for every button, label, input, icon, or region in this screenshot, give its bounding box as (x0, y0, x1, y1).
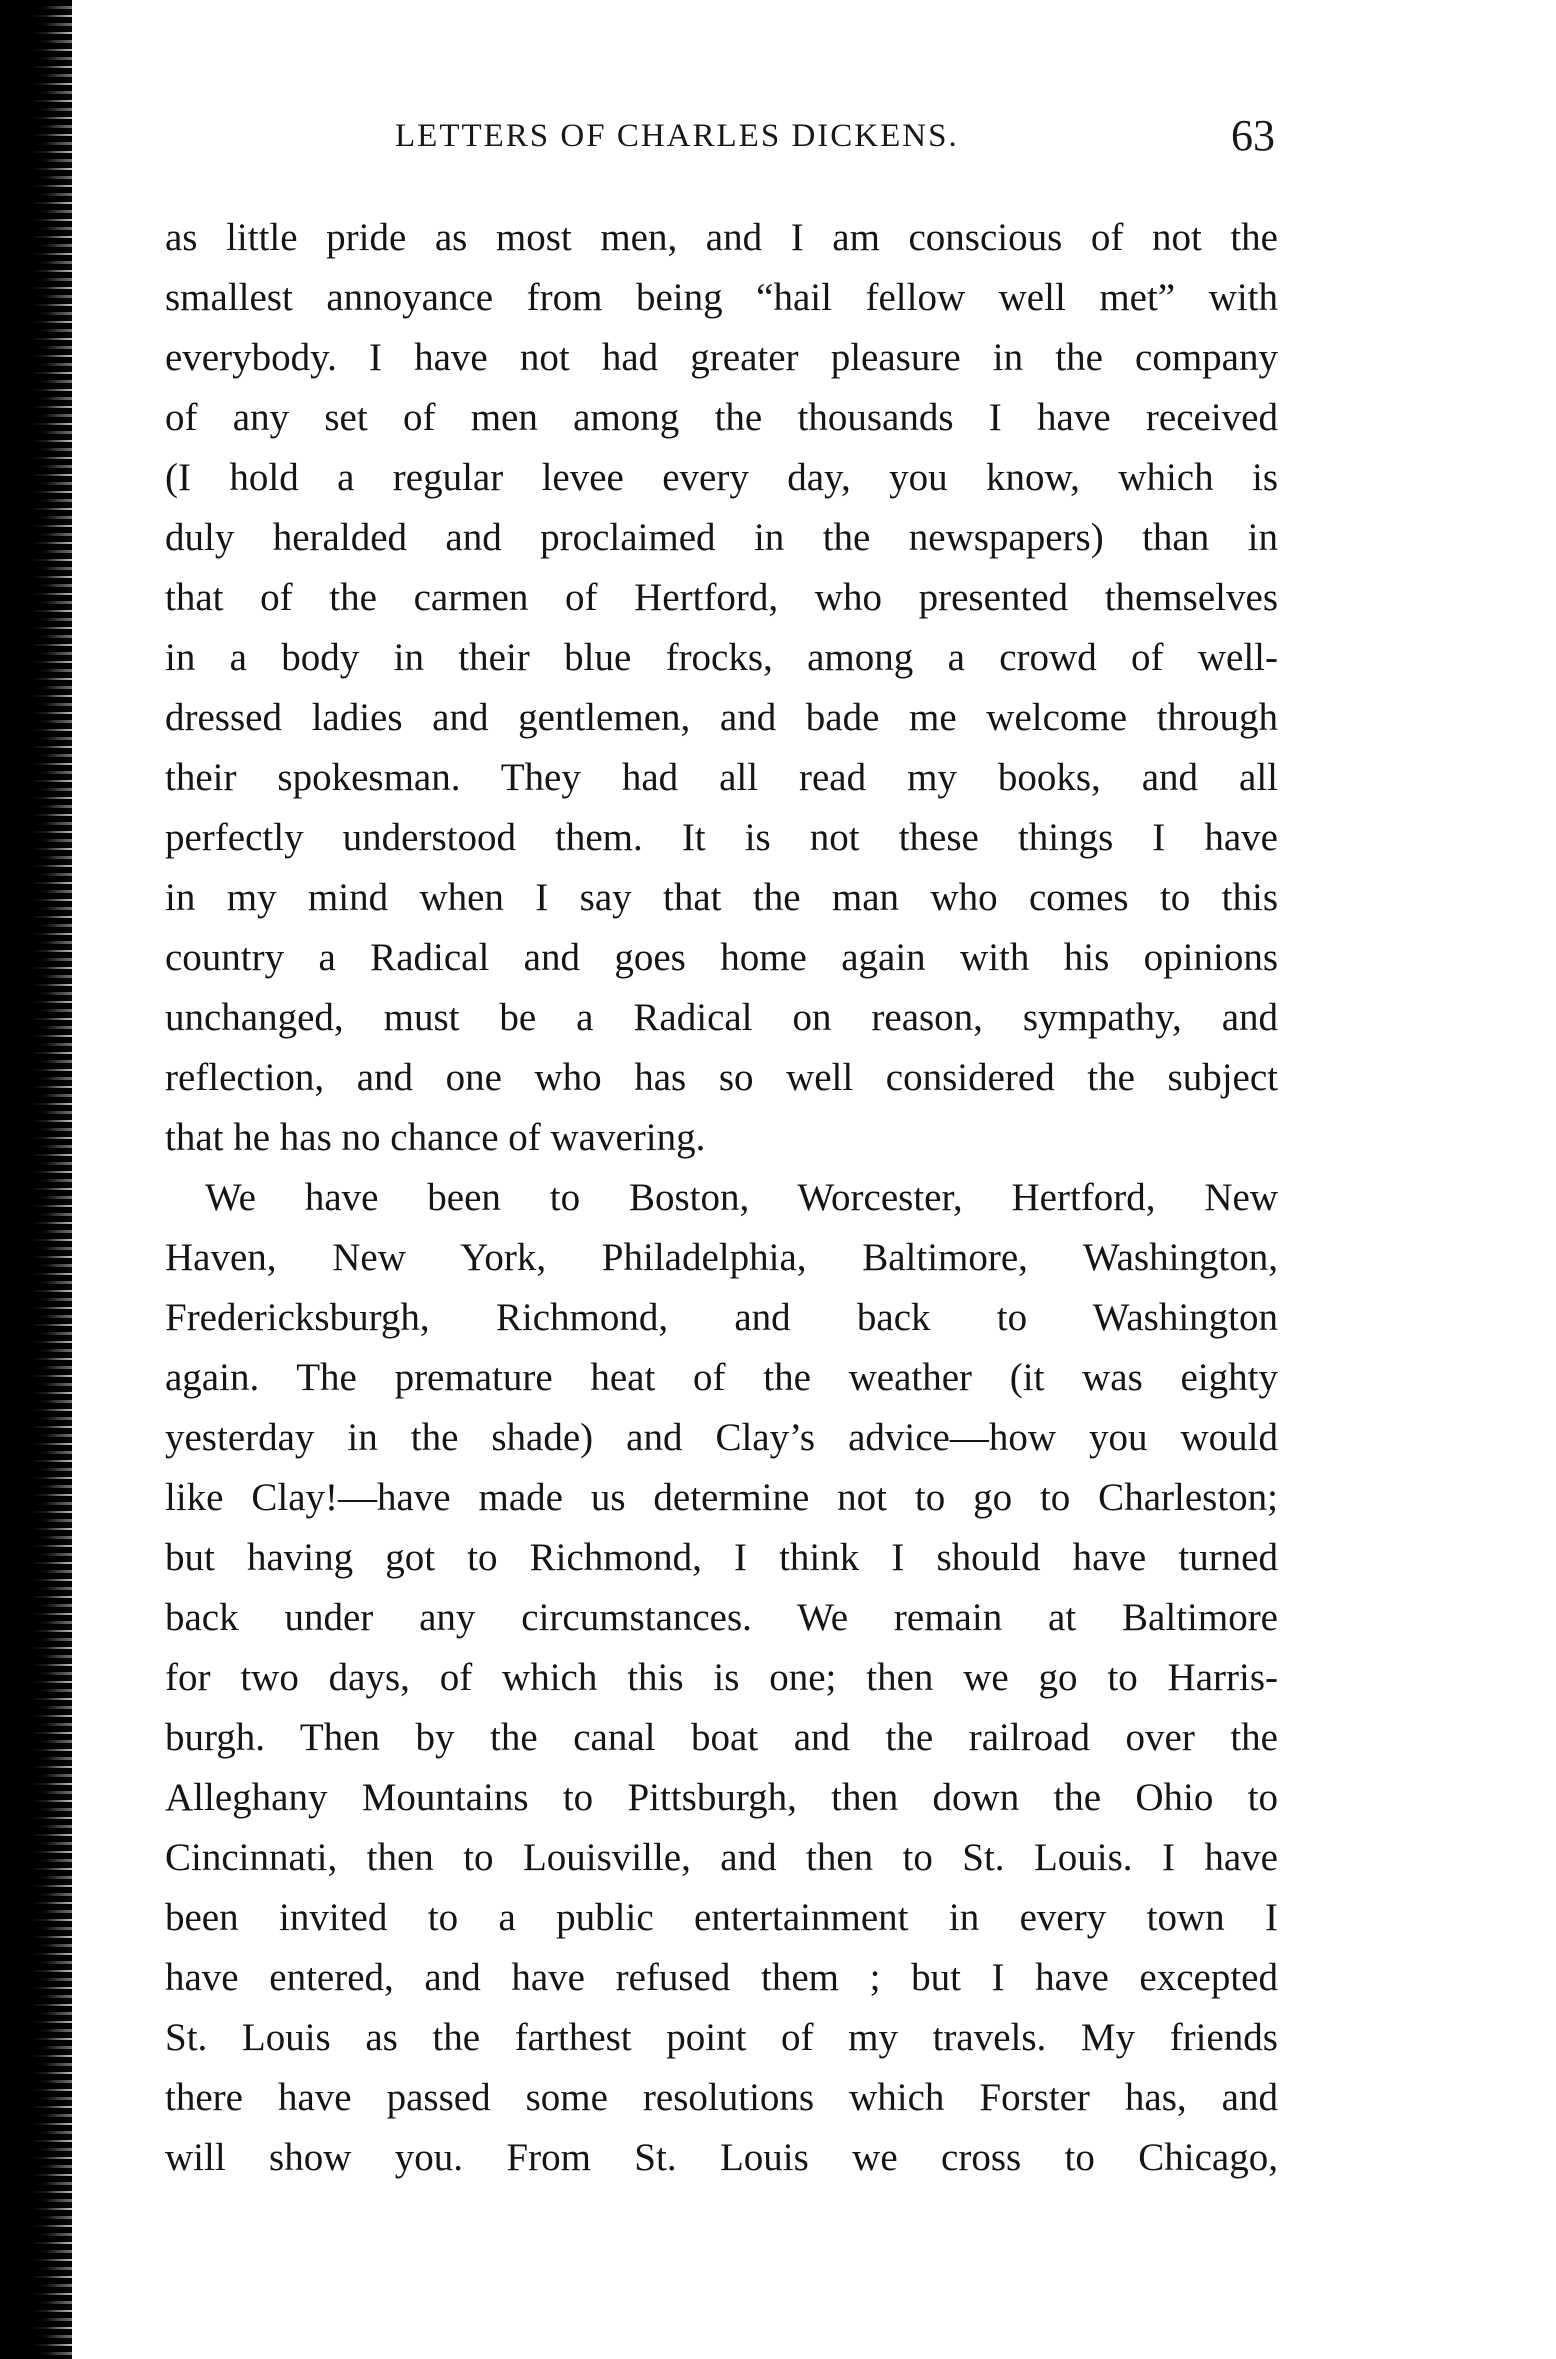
text-line: smallest annoyance from being “hail fellow well met” with (165, 276, 1278, 319)
text-line: unchanged, must be a Radical on reason, sympathy, and (165, 996, 1278, 1039)
text-line: perfectly understood them. It is not these things I have (165, 816, 1278, 859)
text-line: for two days, of which this is one; then we go to Harris- (165, 1656, 1278, 1699)
text-line: country a Radical and goes home again with his opinions (165, 936, 1278, 979)
text-line: duly heralded and proclaimed in the newspapers) than in (165, 516, 1278, 559)
book-binding-edge (0, 0, 72, 2359)
text-line: reflection, and one who has so well considered the subject (165, 1056, 1278, 1099)
text-line: their spokesman. They had all read my books, and all (165, 756, 1278, 799)
text-line: that of the carmen of Hertford, who presented themselves (165, 576, 1278, 619)
text-line: will show you. From St. Louis we cross to Chicago, (165, 2136, 1278, 2179)
letter-text (165, 208, 1278, 2188)
text-line: (I hold a regular levee every day, you know, which is (165, 456, 1278, 499)
text-line: been invited to a public entertainment in every town I (165, 1896, 1278, 1939)
page-number: 63 (1231, 111, 1275, 160)
text-line: Fredericksburgh, Richmond, and back to Washington (165, 1296, 1278, 1339)
page-header (395, 111, 1275, 178)
text-line: back under any circumstances. We remain at Baltimore (165, 1596, 1278, 1639)
text-line: of any set of men among the thousands I have received (165, 396, 1278, 439)
text-line: Alleghany Mountains to Pittsburgh, then down the Ohio to (165, 1776, 1278, 1819)
text-line: everybody. I have not had greater pleasure in the company (165, 336, 1278, 379)
text-line: yesterday in the shade) and Clay’s advice—how you would (165, 1416, 1278, 1459)
text-line: in a body in their blue frocks, among a crowd of well- (165, 636, 1278, 679)
text-line: have entered, and have refused them ; but I have excepted (165, 1956, 1278, 1999)
paragraph-end-line: that he has no chance of wavering. (165, 1116, 706, 1159)
text-line: burgh. Then by the canal boat and the railroad over the (165, 1716, 1278, 1759)
text-line: St. Louis as the farthest point of my travels. My friends (165, 2016, 1278, 2059)
text-line: but having got to Richmond, I think I should have turned (165, 1536, 1278, 1579)
text-line: Cincinnati, then to Louisville, and then to St. Louis. I have (165, 1836, 1278, 1879)
text-line: there have passed some resolutions which Forster has, and (165, 2076, 1278, 2119)
running-title: LETTERS OF CHARLES DICKENS. (395, 118, 959, 154)
text-line: in my mind when I say that the man who comes to this (165, 876, 1278, 919)
text-line: Haven, New York, Philadelphia, Baltimore, Washington, (165, 1236, 1278, 1279)
text-line: as little pride as most men, and I am conscious of not the (165, 216, 1278, 259)
text-line: dressed ladies and gentlemen, and bade me welcome through (165, 696, 1278, 739)
paragraph-start-line: We have been to Boston, Worcester, Hertford, New (205, 1176, 1278, 1219)
text-line: like Clay!—have made us determine not to go to Charleston; (165, 1476, 1278, 1519)
text-line: again. The premature heat of the weather (it was eighty (165, 1356, 1278, 1399)
